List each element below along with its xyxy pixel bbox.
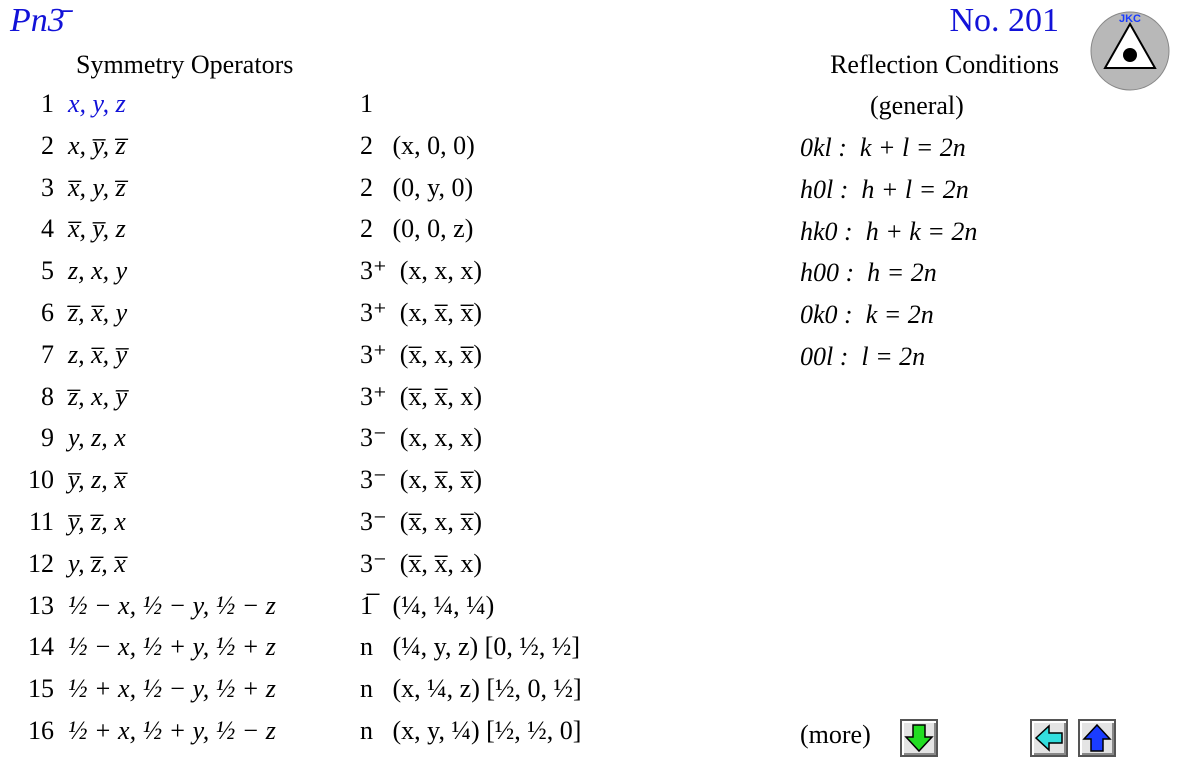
operator-coordinates: z, x, y — [68, 256, 128, 286]
operator-coordinates: x, y̅, z̅ — [68, 130, 126, 160]
operator-coordinates: x̅, y̅, z — [68, 214, 126, 244]
operator-coordinates: y̅, z, x̅ — [68, 465, 126, 495]
jkc-logo-icon — [1089, 10, 1171, 92]
operator-geometric-element: 3⁺ (x̅, x, x̅) — [360, 339, 483, 369]
reflection-condition: h00 : h = 2n — [800, 258, 937, 288]
reflection-condition: 00l : l = 2n — [800, 342, 926, 371]
back-button[interactable] — [1030, 719, 1068, 757]
operator-geometric-element: 3⁺ (x, x, x) — [360, 256, 483, 286]
operator-geometric-element: 3⁺ (x̅, x̅, x) — [360, 381, 483, 411]
more-label: (more) — [800, 720, 871, 749]
operator-coordinates: z̅, x̅, y — [68, 298, 128, 327]
operator-row — [0, 382, 640, 424]
operator-row — [0, 340, 640, 382]
operator-geometric-element: 3⁻ (x, x, x) — [360, 423, 483, 453]
operator-index: 4 — [41, 214, 54, 244]
space-group-number: No. 201 — [949, 2, 1059, 39]
operator-coordinates: x, y, z — [68, 89, 126, 118]
operator-row — [0, 89, 640, 131]
operator-index: 7 — [41, 339, 54, 369]
operator-coordinates: y, z, x — [68, 423, 126, 453]
operator-coordinates: ½ − x, ½ − y, ½ − z — [68, 590, 276, 620]
operator-coordinates: z̅, x, y̅ — [68, 381, 128, 411]
operator-index: 16 — [28, 716, 54, 745]
operator-coordinates: y, z̅, x̅ — [68, 548, 126, 578]
up-button[interactable] — [1078, 719, 1116, 757]
blue-up-arrow-icon — [1082, 723, 1112, 753]
operator-geometric-element: n (¼, y, z) [0, ½, ½] — [360, 632, 580, 662]
operator-index: 8 — [41, 381, 54, 411]
operator-row — [0, 256, 640, 298]
operator-geometric-element: 3⁻ (x̅, x̅, x) — [360, 548, 483, 578]
operator-geometric-element: 3⁻ (x̅, x, x̅) — [360, 507, 483, 536]
reflection-conditions-subheader: (general) — [870, 91, 964, 120]
operator-geometric-element: 3⁻ (x, x̅, x̅) — [360, 465, 483, 495]
operator-geometric-element: 1̅ (¼, ¼, ¼) — [360, 590, 495, 620]
operator-index: 1 — [41, 89, 54, 118]
more-button[interactable] — [900, 719, 938, 757]
operator-row — [0, 716, 640, 758]
operator-index: 2 — [41, 130, 54, 160]
green-down-arrow-icon — [904, 723, 934, 753]
logo-text: JKC — [1118, 13, 1142, 25]
reflection-condition: 0k0 : k = 2n — [800, 300, 934, 330]
operator-geometric-element: 2 (0, 0, z) — [360, 214, 474, 244]
operator-row — [0, 632, 640, 674]
operator-index: 15 — [28, 674, 54, 704]
cyan-left-arrow-icon — [1034, 723, 1064, 753]
operator-index: 13 — [28, 590, 54, 620]
reflection-conditions-header: Reflection Conditions — [830, 50, 1059, 79]
operator-index: 11 — [28, 507, 54, 536]
reflection-condition: hk0 : h + k = 2n — [800, 216, 978, 246]
operator-row — [0, 674, 640, 716]
symmetry-operators-header: Symmetry Operators — [76, 50, 294, 79]
operator-row — [0, 465, 640, 507]
operator-geometric-element: 1 — [360, 89, 373, 118]
reflection-condition: 0kl : k + l = 2n — [800, 133, 966, 162]
operator-row — [0, 423, 640, 465]
operator-row — [0, 507, 640, 549]
operator-geometric-element: 2 (x, 0, 0) — [360, 130, 475, 160]
operator-coordinates: y̅, z̅, x — [68, 507, 126, 536]
operator-coordinates: x̅, y, z̅ — [68, 172, 126, 202]
operator-row — [0, 591, 640, 633]
operator-index: 14 — [28, 632, 54, 662]
operator-row — [0, 214, 640, 256]
operator-index: 9 — [41, 423, 54, 453]
operator-index: 3 — [41, 172, 54, 202]
operator-geometric-element: n (x, ¼, z) [½, 0, ½] — [360, 674, 582, 704]
operator-coordinates: ½ + x, ½ + y, ½ − z — [68, 716, 276, 745]
operator-coordinates: ½ − x, ½ + y, ½ + z — [68, 632, 276, 662]
operator-index: 5 — [41, 256, 54, 286]
operator-row — [0, 298, 640, 340]
operator-geometric-element: n (x, y, ¼) [½, ½, 0] — [360, 716, 582, 745]
reflection-condition: h0l : h + l = 2n — [800, 174, 969, 204]
operator-geometric-element: 2 (0, y, 0) — [360, 172, 474, 202]
operator-index: 12 — [28, 548, 54, 578]
space-group-symbol: Pn3̄ — [10, 2, 65, 39]
operator-coordinates: z, x̅, y̅ — [68, 339, 128, 369]
operator-index: 10 — [28, 465, 54, 495]
operator-geometric-element: 3⁺ (x, x̅, x̅) — [360, 298, 483, 327]
operator-coordinates: ½ + x, ½ − y, ½ + z — [68, 674, 276, 704]
operator-row — [0, 131, 640, 173]
operator-index: 6 — [41, 298, 54, 327]
operator-row — [0, 173, 640, 215]
operator-row — [0, 549, 640, 591]
